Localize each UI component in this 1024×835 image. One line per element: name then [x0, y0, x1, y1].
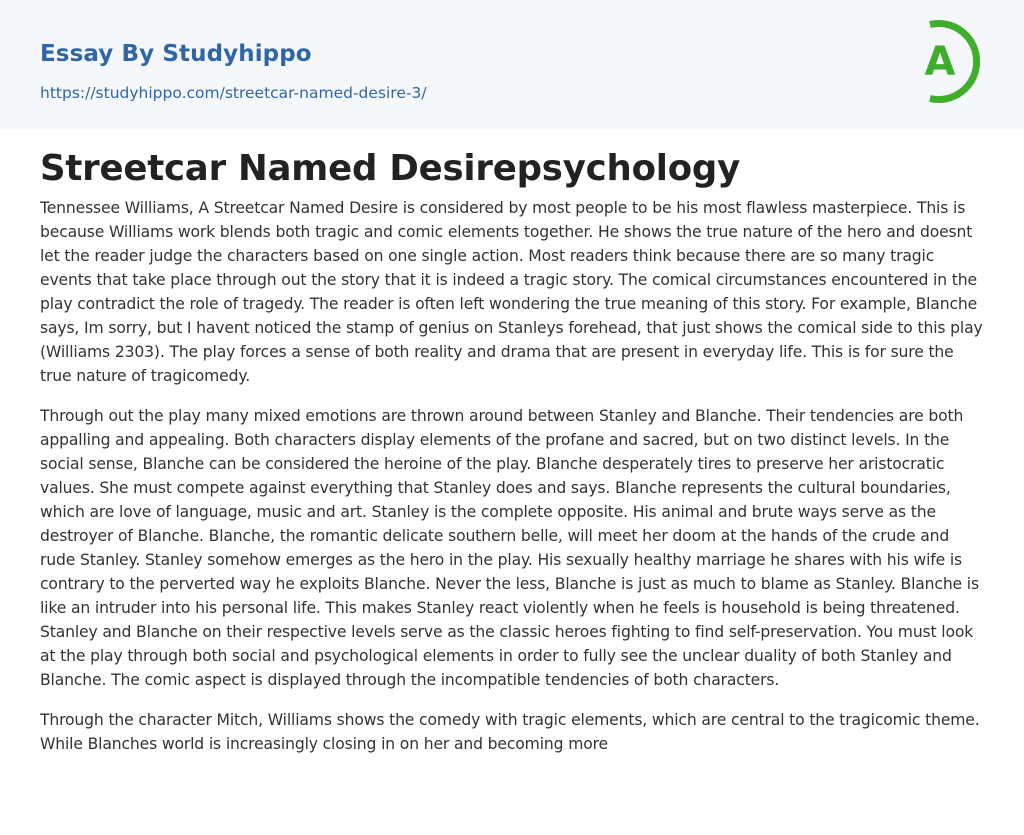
brand-title: Essay By Studyhippo — [40, 41, 312, 67]
essay-paragraph: Through the character Mitch, Williams shows the comedy with tragic elements, which are central to the tragicomic theme. While Blanches world is increasingly closing in on her and becoming more — [40, 711, 980, 753]
source-url-link[interactable]: https://studyhippo.com/streetcar-named-desire-3/ — [40, 84, 427, 102]
essay-content — [40, 129, 988, 756]
site-header — [0, 0, 1024, 129]
studyhippo-logo[interactable] — [897, 17, 987, 107]
essay-paragraph: Tennessee Williams, A Streetcar Named Desire is considered by most people to be his most flawless masterpiece. This is because Williams work blends both tragic and comic elements together. He shows the true nature of the hero and doesnt let the reader judge the characters based on one single action. Most readers think because there are so many tragic events that take place through out the story that it is indeed a tragic story. The comical circumstances encountered in the play contradict the role of tragedy. The reader is often left wondering the true meaning of this story. For example, Blanche says, Im sorry, but I havent noticed the stamp of genius on Stanleys forehead, that just shows the comical side to this play (Williams 2303). The play forces a sense of both reality and drama that are present in everyday life. This is for sure the true nature of tragicomedy. — [40, 199, 983, 385]
essay-paragraph: Through out the play many mixed emotions are thrown around between Stanley and Blanche. Their tendencies are both appalling and appealing. Both characters display elements of the profane and sacred, but on two distinct levels. In the social sense, Blanche can be considered the heroine of the play. Blanche desperately tires to preserve her aristocratic values. She must compete against everything that Stanley does and says. Blanche represents the cultural boundaries, which are love of language, music and art. Stanley is the complete opposite. His animal and brute ways serve as the destroyer of Blanche. Blanche, the romantic delicate southern belle, will meet her doom at the hands of the crude and rude Stanley. Stanley somehow emerges as the hero in the play. His sexually healthy marriage he shares with his wife is contrary to the perverted way he exploits Blanche. Never the less, Blanche is just as much to blame as Stanley. Blanche is like an intruder into his personal life. This makes Stanley react violently when he feels is household is being threatened. Stanley and Blanche on their respective levels serve as the classic heroes fighting to find self-preservation. You must look at the play through both social and psychological elements in order to fully see the unclear duality of both Stanley and Blanche. The comic aspect is displayed through the incompatible tendencies of both characters. — [40, 407, 979, 689]
essay-title: Streetcar Named Desirepsychology — [40, 148, 741, 189]
logo-letter: A — [924, 39, 956, 85]
